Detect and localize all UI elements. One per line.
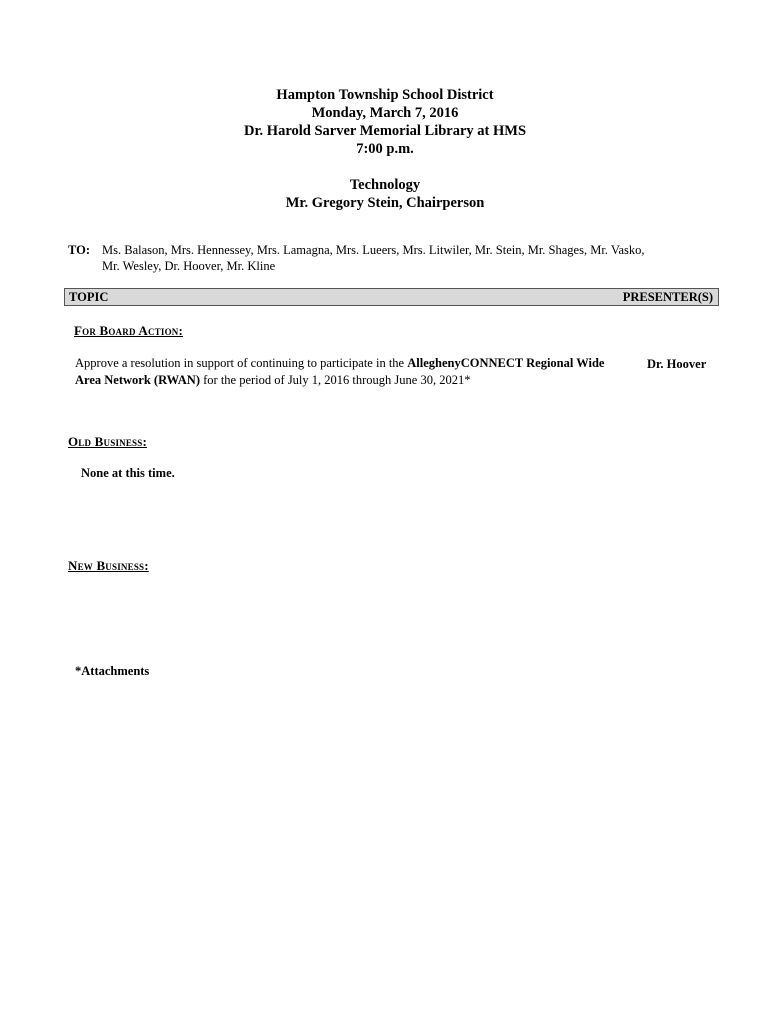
presenter-column-label: PRESENTER(S) <box>622 290 713 304</box>
topic-header-bar <box>64 288 719 306</box>
meeting-location: Dr. Harold Sarver Memorial Library at HMS <box>243 123 527 139</box>
action-text-bold: AlleghenyCONNECT Regional Wide Area Network (RWAN) <box>75 356 605 387</box>
old-business-heading: Old Business: <box>68 434 147 449</box>
district-name: Hampton Township School District <box>276 87 494 103</box>
recipient-names-line-2: Mr. Wesley, Dr. Hoover, Mr. Kline <box>102 258 276 273</box>
old-business-text: None at this time. <box>81 466 175 480</box>
attachments-note: *Attachments <box>75 664 150 678</box>
meeting-time: 7:00 p.m. <box>356 141 414 157</box>
agenda-header <box>0 86 770 212</box>
board-action-item <box>75 355 615 389</box>
board-action-presenter: Dr. Hoover <box>647 357 707 371</box>
header-spacer <box>0 158 770 176</box>
chairperson: Mr. Gregory Stein, Chairperson <box>285 195 485 211</box>
new-business-heading: New Business: <box>68 558 149 573</box>
board-action-heading: For Board Action: <box>74 323 184 338</box>
recipient-names-line-1: Ms. Balason, Mrs. Hennessey, Mrs. Lamagna, Mrs. Lueers, Mrs. Litwiler, Mr. Stein, Mr. Shages, Mr. Vasko, <box>102 243 645 257</box>
recipient-names <box>102 243 702 274</box>
action-text-part-2: for the period of July 1, 2016 through June 30, 2021* <box>200 373 471 387</box>
topic-column-label: TOPIC <box>69 290 109 304</box>
committee-name: Technology <box>349 177 421 193</box>
to-label: TO: <box>68 243 90 257</box>
action-text-part-1: Approve a resolution in support of continuing to participate in the <box>75 356 408 370</box>
meeting-date: Monday, March 7, 2016 <box>311 105 459 121</box>
